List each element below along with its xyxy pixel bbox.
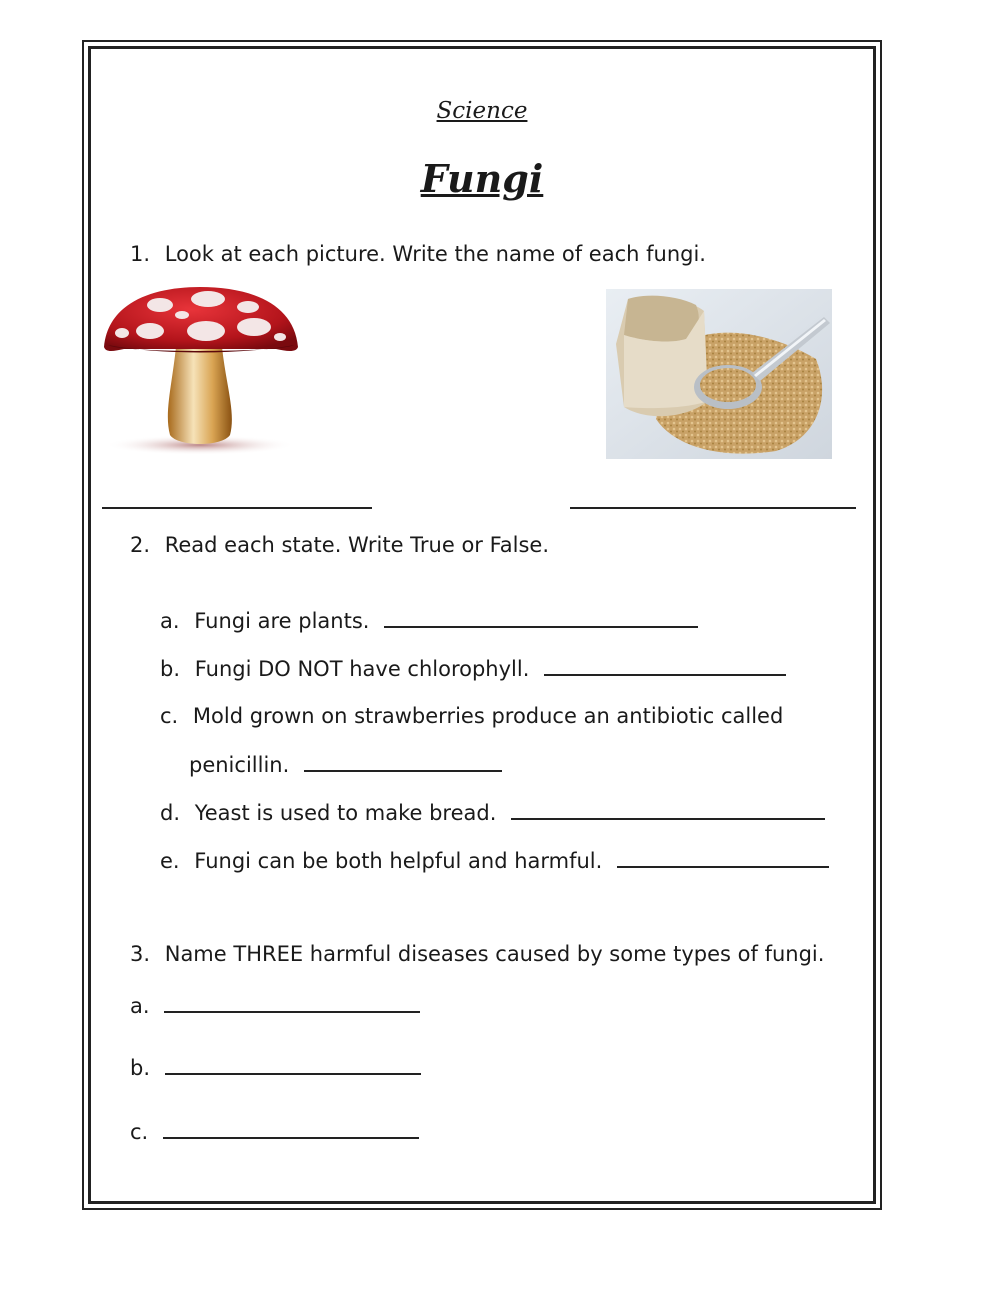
- statement-a: [160, 608, 698, 633]
- yeast-image: [606, 289, 832, 459]
- answer-blank-d[interactable]: [511, 800, 825, 820]
- statement-text-continuation: penicillin.: [189, 753, 290, 777]
- disease-letter: c.: [130, 1120, 149, 1144]
- statement-letter: c.: [160, 704, 179, 728]
- statement-d: [160, 800, 825, 825]
- question-2-prompt: Read each state. Write True or False.: [164, 533, 549, 557]
- disease-letter: b.: [130, 1056, 151, 1080]
- statement-letter: e.: [160, 849, 180, 873]
- question-3: [130, 942, 824, 966]
- statement-letter: d.: [160, 801, 181, 825]
- question-1: [130, 242, 706, 266]
- statement-text: Yeast is used to make bread.: [194, 801, 497, 825]
- answer-line-mushroom[interactable]: [102, 507, 372, 509]
- question-1-prompt: Look at each picture. Write the name of each fungi.: [164, 242, 706, 266]
- statement-text: Fungi are plants.: [194, 609, 370, 633]
- statement-c-continuation: [189, 752, 502, 777]
- disease-answer-a: [130, 993, 420, 1018]
- page-title: Fungi: [420, 156, 544, 201]
- question-1-number: 1.: [130, 242, 151, 266]
- statement-e: [160, 848, 829, 873]
- disease-letter: a.: [130, 994, 150, 1018]
- disease-blank-c[interactable]: [163, 1119, 419, 1139]
- statement-b: [160, 656, 786, 681]
- answer-blank-c[interactable]: [304, 752, 502, 772]
- disease-answer-c: [130, 1119, 419, 1144]
- answer-blank-b[interactable]: [544, 656, 786, 676]
- answer-line-yeast[interactable]: [570, 507, 856, 509]
- question-3-prompt: Name THREE harmful diseases caused by some types of fungi.: [164, 942, 825, 966]
- mushroom-image: [100, 285, 300, 457]
- disease-blank-b[interactable]: [165, 1055, 421, 1075]
- disease-blank-a[interactable]: [164, 993, 420, 1013]
- statement-text: Fungi can be both helpful and harmful.: [194, 849, 603, 873]
- disease-answer-b: [130, 1055, 421, 1080]
- statement-letter: b.: [160, 657, 181, 681]
- question-2: [130, 533, 549, 557]
- question-2-number: 2.: [130, 533, 151, 557]
- statement-letter: a.: [160, 609, 180, 633]
- answer-blank-e[interactable]: [617, 848, 829, 868]
- statement-text: Mold grown on strawberries produce an antibiotic called: [192, 704, 784, 728]
- statement-text: Fungi DO NOT have chlorophyll.: [194, 657, 530, 681]
- statement-c: [160, 704, 783, 728]
- subject-heading: Science: [436, 98, 528, 124]
- answer-blank-a[interactable]: [384, 608, 698, 628]
- question-3-number: 3.: [130, 942, 151, 966]
